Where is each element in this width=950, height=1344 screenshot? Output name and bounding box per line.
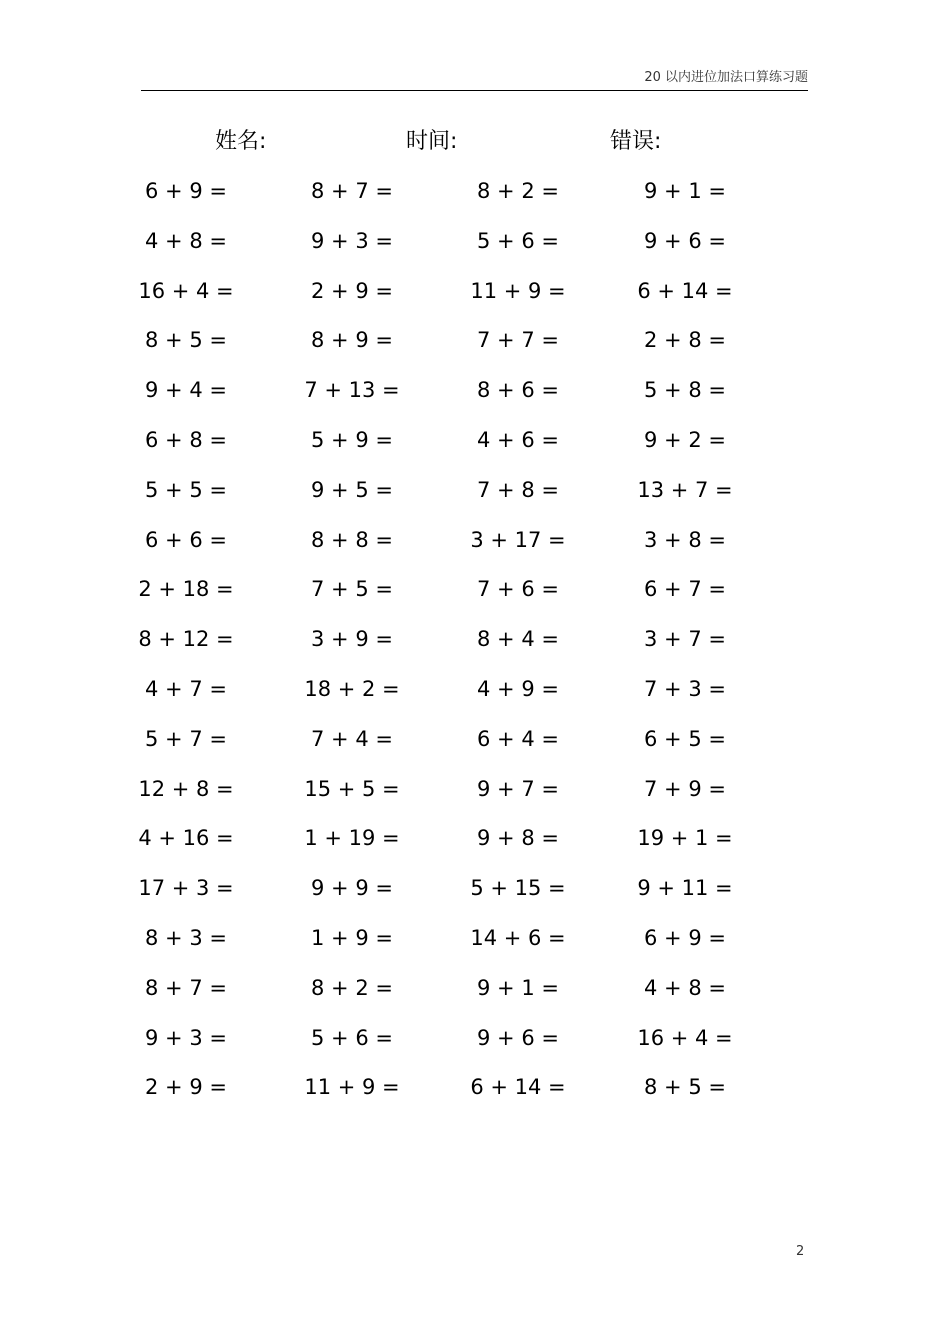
problem-item: 7 + 13 =	[304, 378, 400, 402]
problem-item: 7 + 6 =	[477, 577, 559, 601]
problem-item: 6 + 14 =	[470, 1075, 566, 1099]
problem-item: 15 + 5 =	[304, 777, 400, 801]
problem-item: 8 + 9 =	[311, 328, 393, 352]
problem-item: 6 + 5 =	[644, 727, 726, 751]
problem-item: 3 + 8 =	[644, 528, 726, 552]
problem-item: 9 + 6 =	[644, 229, 726, 253]
problem-item: 16 + 4 =	[138, 279, 234, 303]
problem-item: 6 + 9 =	[145, 179, 227, 203]
problem-item: 8 + 7 =	[145, 976, 227, 1000]
problem-item: 8 + 6 =	[477, 378, 559, 402]
problem-item: 9 + 3 =	[145, 1026, 227, 1050]
problem-item: 9 + 8 =	[477, 826, 559, 850]
problem-item: 8 + 7 =	[311, 179, 393, 203]
problem-item: 6 + 7 =	[644, 577, 726, 601]
problem-item: 5 + 6 =	[311, 1026, 393, 1050]
problem-item: 8 + 5 =	[644, 1075, 726, 1099]
page-number: 2	[796, 1244, 805, 1259]
problem-item: 8 + 8 =	[311, 528, 393, 552]
problem-item: 4 + 8 =	[644, 976, 726, 1000]
problem-item: 4 + 7 =	[145, 677, 227, 701]
problem-item: 1 + 9 =	[311, 926, 393, 950]
problem-item: 4 + 9 =	[477, 677, 559, 701]
problem-item: 6 + 4 =	[477, 727, 559, 751]
problem-item: 5 + 5 =	[145, 478, 227, 502]
problem-item: 2 + 18 =	[138, 577, 234, 601]
problem-item: 8 + 2 =	[311, 976, 393, 1000]
problem-item: 7 + 7 =	[477, 328, 559, 352]
problem-item: 11 + 9 =	[470, 279, 566, 303]
problem-item: 14 + 6 =	[470, 926, 566, 950]
problem-item: 7 + 4 =	[311, 727, 393, 751]
problem-item: 5 + 6 =	[477, 229, 559, 253]
name-label: 姓名:	[215, 129, 267, 154]
problem-item: 6 + 6 =	[145, 528, 227, 552]
problem-item: 8 + 5 =	[145, 328, 227, 352]
problem-item: 6 + 14 =	[637, 279, 733, 303]
problem-item: 9 + 4 =	[145, 378, 227, 402]
problem-item: 8 + 4 =	[477, 627, 559, 651]
problem-item: 9 + 7 =	[477, 777, 559, 801]
problem-item: 12 + 8 =	[138, 777, 234, 801]
problem-item: 5 + 15 =	[470, 876, 566, 900]
problem-item: 8 + 2 =	[477, 179, 559, 203]
problem-item: 6 + 8 =	[145, 428, 227, 452]
problem-item: 1 + 19 =	[304, 826, 400, 850]
problem-item: 5 + 7 =	[145, 727, 227, 751]
problem-item: 9 + 11 =	[637, 876, 733, 900]
problem-item: 4 + 6 =	[477, 428, 559, 452]
errors-label: 错误:	[610, 129, 662, 154]
problem-item: 19 + 1 =	[637, 826, 733, 850]
time-label: 时间:	[406, 129, 458, 154]
problem-item: 7 + 8 =	[477, 478, 559, 502]
problem-item: 17 + 3 =	[138, 876, 234, 900]
problem-item: 9 + 6 =	[477, 1026, 559, 1050]
problem-item: 6 + 9 =	[644, 926, 726, 950]
problem-item: 4 + 16 =	[138, 826, 234, 850]
problem-item: 18 + 2 =	[304, 677, 400, 701]
problem-item: 3 + 7 =	[644, 627, 726, 651]
problem-item: 9 + 1 =	[477, 976, 559, 1000]
problem-item: 7 + 3 =	[644, 677, 726, 701]
worksheet-title: 20 以内进位加法口算练习题	[644, 70, 808, 85]
problem-item: 11 + 9 =	[304, 1075, 400, 1099]
problem-item: 3 + 9 =	[311, 627, 393, 651]
problem-item: 8 + 3 =	[145, 926, 227, 950]
problem-item: 13 + 7 =	[637, 478, 733, 502]
problem-item: 5 + 9 =	[311, 428, 393, 452]
problem-item: 3 + 17 =	[470, 528, 566, 552]
problem-item: 2 + 9 =	[311, 279, 393, 303]
problem-item: 7 + 5 =	[311, 577, 393, 601]
problem-item: 9 + 9 =	[311, 876, 393, 900]
problem-item: 9 + 2 =	[644, 428, 726, 452]
problem-item: 9 + 3 =	[311, 229, 393, 253]
problem-item: 5 + 8 =	[644, 378, 726, 402]
problem-item: 16 + 4 =	[637, 1026, 733, 1050]
problem-item: 2 + 9 =	[145, 1075, 227, 1099]
problem-item: 9 + 5 =	[311, 478, 393, 502]
problem-item: 9 + 1 =	[644, 179, 726, 203]
problem-item: 2 + 8 =	[644, 328, 726, 352]
problem-item: 7 + 9 =	[644, 777, 726, 801]
problem-item: 8 + 12 =	[138, 627, 234, 651]
problem-item: 4 + 8 =	[145, 229, 227, 253]
